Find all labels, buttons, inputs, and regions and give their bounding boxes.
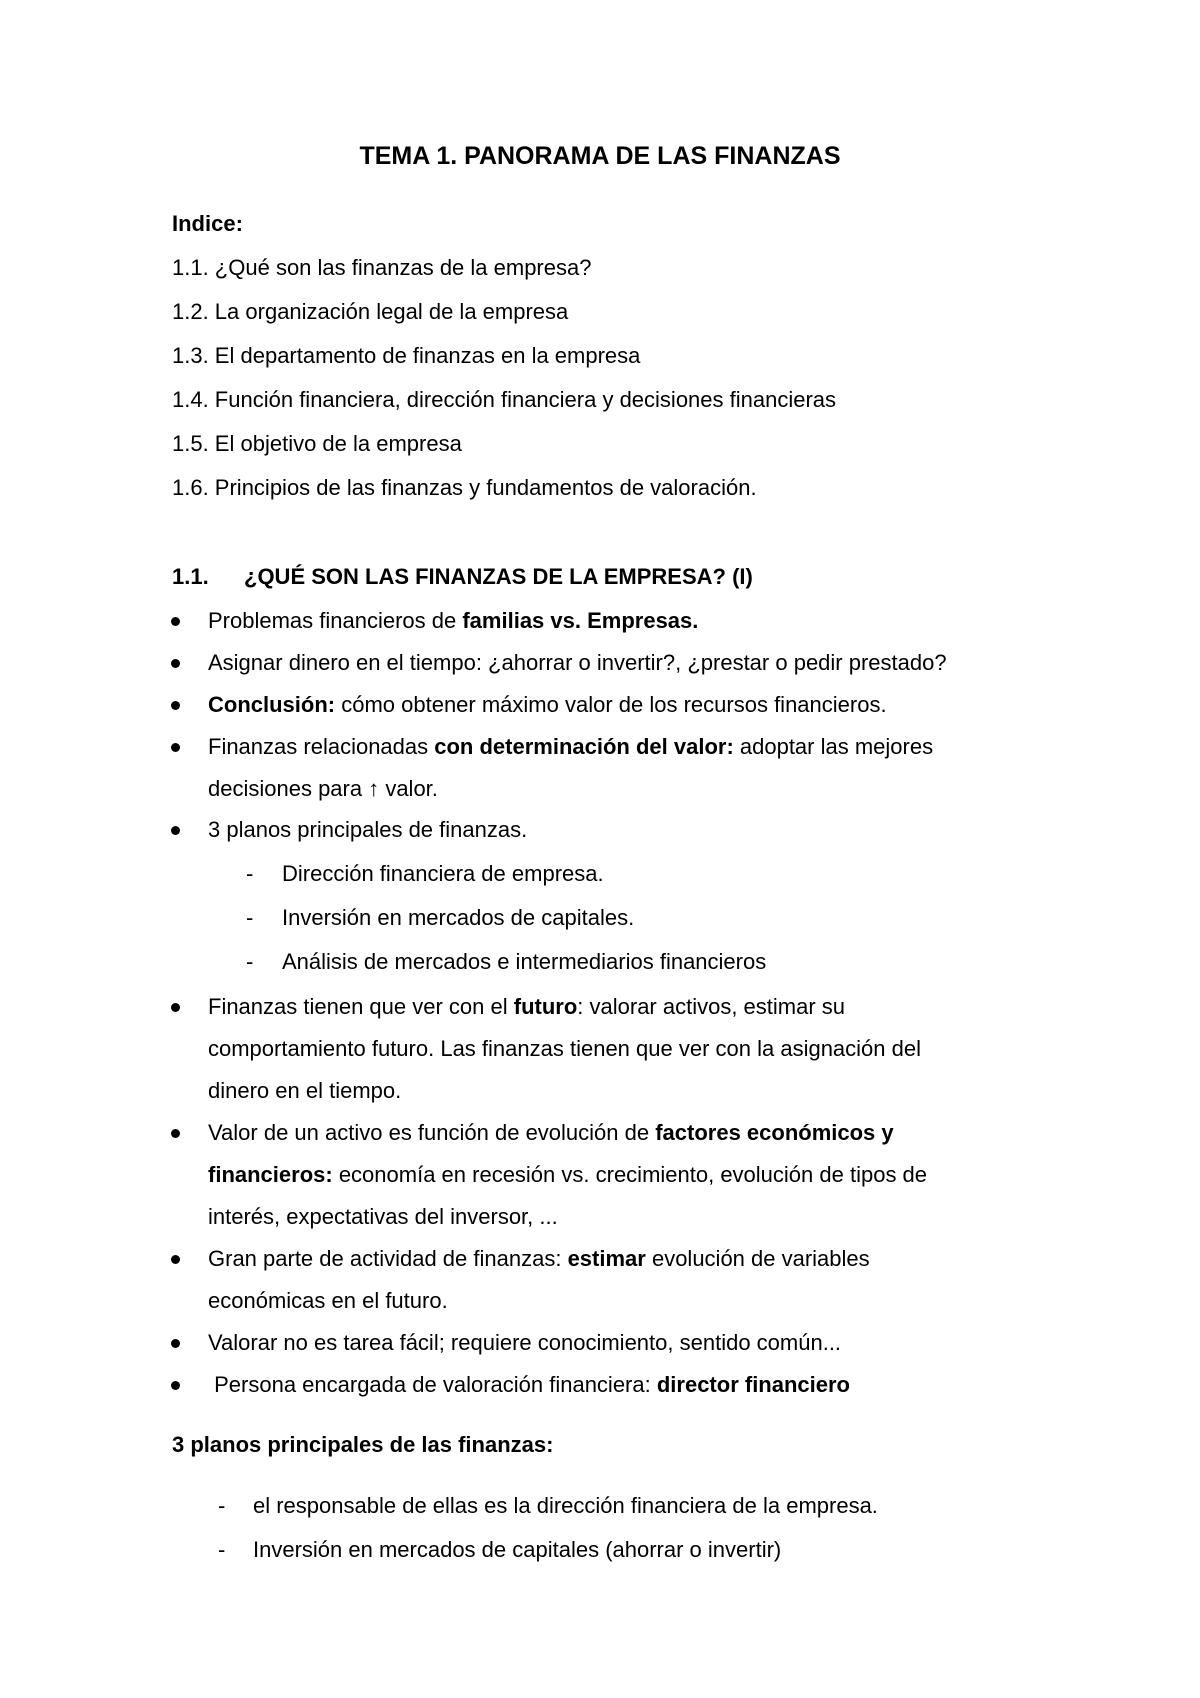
bullet-dot: [171, 826, 180, 835]
bullet-text-continuation: comportamiento futuro. Las finanzas tienen que ver con la asignación del: [208, 1036, 921, 1061]
bullet-dot: [171, 1339, 180, 1348]
bullet-text: Valorar no es tarea fácil; requiere conocimiento, sentido común...: [208, 1330, 842, 1355]
bullet-text-continuation: interés, expectativas del inversor, ...: [208, 1204, 558, 1229]
bullet-text: Conclusión: cómo obtener máximo valor de los recursos financieros.: [208, 692, 887, 717]
dash-marker: -: [218, 1537, 226, 1562]
index-heading: Indice:: [172, 211, 243, 236]
planos-item: el responsable de ellas es la dirección financiera de la empresa.: [253, 1493, 878, 1518]
bullet-text: 3 planos principales de finanzas.: [208, 817, 528, 842]
bullet-dot: [171, 1255, 180, 1264]
section-number: 1.1.: [172, 564, 209, 589]
index-item: 1.3. El departamento de finanzas en la empresa: [172, 343, 641, 368]
sub-item: Inversión en mercados de capitales.: [282, 905, 635, 930]
bullet-text: Problemas financieros de familias vs. Empresas.: [208, 608, 699, 633]
bullet-dot: [171, 617, 180, 626]
dash-marker: -: [246, 861, 254, 886]
bullet-dot: [171, 1003, 180, 1012]
bullet-text: Finanzas tienen que ver con el futuro: valorar activos, estimar su: [208, 994, 846, 1019]
dash-marker: -: [218, 1493, 226, 1518]
sub-item: Dirección financiera de empresa.: [282, 861, 604, 886]
bullet-text: Valor de un activo es función de evolución de factores económicos y: [208, 1120, 894, 1145]
sub-item: Análisis de mercados e intermediarios financieros: [282, 949, 767, 974]
bullet-dot: [171, 659, 180, 668]
section-heading: ¿QUÉ SON LAS FINANZAS DE LA EMPRESA? (I): [244, 564, 753, 589]
bullet-text: Finanzas relacionadas con determinación del valor: adoptar las mejores: [208, 734, 934, 759]
index-item: 1.5. El objetivo de la empresa: [172, 431, 462, 456]
bullet-dot: [171, 1381, 180, 1390]
dash-marker: -: [246, 905, 254, 930]
planos-item: Inversión en mercados de capitales (ahorrar o invertir): [253, 1537, 782, 1562]
index-item: 1.1. ¿Qué son las finanzas de la empresa?: [172, 255, 592, 280]
index-item: 1.6. Principios de las finanzas y fundamentos de valoración.: [172, 475, 757, 500]
bullet-dot: [171, 1129, 180, 1138]
planos-heading: 3 planos principales de las finanzas:: [172, 1432, 554, 1457]
bullet-text-continuation: dinero en el tiempo.: [208, 1078, 402, 1103]
bullet-text: Gran parte de actividad de finanzas: estimar evolución de variables: [208, 1246, 870, 1271]
page-title: TEMA 1. PANORAMA DE LAS FINANZAS: [359, 142, 841, 170]
index-item: 1.2. La organización legal de la empresa: [172, 299, 569, 324]
bullet-text-continuation: económicas en el futuro.: [208, 1288, 448, 1313]
bullet-text-continuation: decisiones para ↑ valor.: [208, 776, 438, 801]
bullet-text-continuation: financieros: economía en recesión vs. crecimiento, evolución de tipos de: [208, 1162, 928, 1187]
index-item: 1.4. Función financiera, dirección financiera y decisiones financieras: [172, 387, 837, 412]
dash-marker: -: [246, 949, 254, 974]
bullet-dot: [171, 743, 180, 752]
bullet-text: Asignar dinero en el tiempo: ¿ahorrar o invertir?, ¿prestar o pedir prestado?: [208, 650, 947, 675]
bullet-text: Persona encargada de valoración financiera: director financiero: [208, 1372, 850, 1397]
bullet-dot: [171, 701, 180, 710]
